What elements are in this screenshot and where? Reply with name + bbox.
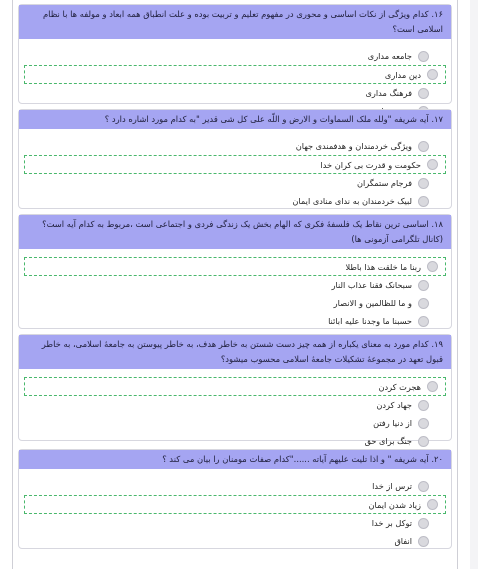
option-item-selected[interactable] (24, 65, 446, 84)
option-label: حسبنا ما وجدنا علیه ابائنا (328, 316, 412, 326)
radio-button[interactable] (418, 418, 429, 429)
option-label: ترس از خدا (372, 481, 412, 491)
option-label: سبحانک فقنا عذاب النار (331, 280, 412, 290)
option-item[interactable] (19, 276, 437, 294)
radio-button[interactable] (427, 499, 438, 510)
option-item-selected[interactable] (24, 155, 446, 174)
option-item-selected[interactable] (24, 495, 446, 514)
radio-button[interactable] (418, 400, 429, 411)
options-list (19, 39, 451, 120)
radio-button[interactable] (418, 298, 429, 309)
radio-button[interactable] (418, 178, 429, 189)
option-label: جامعه مداری (367, 51, 412, 61)
radio-button[interactable] (427, 381, 438, 392)
option-label: توکل بر خدا (371, 518, 412, 528)
radio-button[interactable] (418, 88, 429, 99)
question-text: ۱۸. اساسی ترین نقاط یک فلسفهٔ فکری که الهام بخش یک زندگی فردی و اجتماعی است ،مربوط به کدام آیه است؟(کانال تلگرامی آزمونی ها) (19, 215, 451, 249)
question-text: ۲۰. آیه شریفه " و اذا تلیت علیهم آیاته ......"کدام صفات مومنان را بیان می کند ؟ (19, 450, 451, 469)
option-label: انفاق (394, 536, 412, 546)
option-label: فرهنگ مداری (365, 88, 412, 98)
option-label: و ما للظالمین و الانصار (333, 298, 412, 308)
options-list (19, 369, 451, 450)
option-label: دین مداری (384, 69, 421, 80)
option-item[interactable] (19, 84, 437, 102)
option-item[interactable] (19, 477, 437, 495)
option-item[interactable] (19, 294, 437, 312)
radio-button[interactable] (427, 159, 438, 170)
options-list (19, 249, 451, 330)
option-label: از دنیا رفتن (373, 418, 412, 428)
radio-button[interactable] (418, 51, 429, 62)
option-item[interactable] (19, 414, 437, 432)
question-card-17 (18, 109, 452, 209)
option-item-selected[interactable] (24, 257, 446, 276)
option-item[interactable] (19, 432, 437, 450)
question-card-20 (18, 449, 452, 549)
option-item[interactable] (19, 514, 437, 532)
question-text: ۱۶. کدام ویژگی از نکات اساسی و محوری در مفهوم تعلیم و تربیت بوده و علت انطباق همه ابعاد و مولفه ها با نظام اسلامی است؟ (19, 5, 451, 39)
radio-button[interactable] (418, 196, 429, 207)
question-text: ۱۹. کدام مورد به معنای یکباره از همه چیز دست شستن به خاطر هدف، به خاطر پیوستن به جامعهٔ اسلامی، به خاطر قبول تعهد در مجموعهٔ تشکیلات جامعهٔ اسلامی محسوب میشود؟ (19, 335, 451, 369)
options-list (19, 469, 451, 550)
options-list (19, 129, 451, 210)
radio-button[interactable] (427, 69, 438, 80)
option-item[interactable] (19, 396, 437, 414)
option-label: جهاد کردن (376, 400, 412, 410)
option-label: زیاد شدن ایمان (368, 499, 421, 510)
question-text: ۱۷. آیه شریفه "ولله ملک السماوات و الارض و اللّه علی کل شی قدیر "به کدام مورد اشاره دارد ؟ (19, 110, 451, 129)
radio-button[interactable] (418, 280, 429, 291)
option-label: ویژگی خردمندان و هدفمندی جهان (295, 141, 412, 151)
option-label: ربنا ما خلقت هذا باطلا (345, 261, 421, 272)
radio-button[interactable] (418, 141, 429, 152)
question-card-19 (18, 334, 452, 446)
option-item[interactable] (19, 137, 437, 155)
radio-button[interactable] (418, 316, 429, 327)
option-item[interactable] (19, 174, 437, 192)
radio-button[interactable] (427, 261, 438, 272)
option-label: حکومت و قدرت بی کران خدا (320, 159, 421, 170)
option-item[interactable] (19, 312, 437, 330)
option-label: لبیک خردمندان به ندای منادی ایمان (292, 196, 412, 206)
radio-button[interactable] (418, 481, 429, 492)
radio-button[interactable] (418, 436, 429, 447)
option-item[interactable] (19, 47, 437, 65)
scrollbar[interactable] (470, 0, 478, 569)
question-card-18 (18, 214, 452, 329)
option-item-selected[interactable] (24, 377, 446, 396)
radio-button[interactable] (418, 536, 429, 547)
option-item[interactable] (19, 192, 437, 210)
radio-button[interactable] (418, 518, 429, 529)
question-card-16 (18, 4, 452, 104)
option-label: جنگ برای حق (364, 436, 412, 446)
option-label: هجرت کردن (378, 381, 421, 392)
option-item[interactable] (19, 532, 437, 550)
option-label: فرجام ستمگران (356, 178, 412, 188)
